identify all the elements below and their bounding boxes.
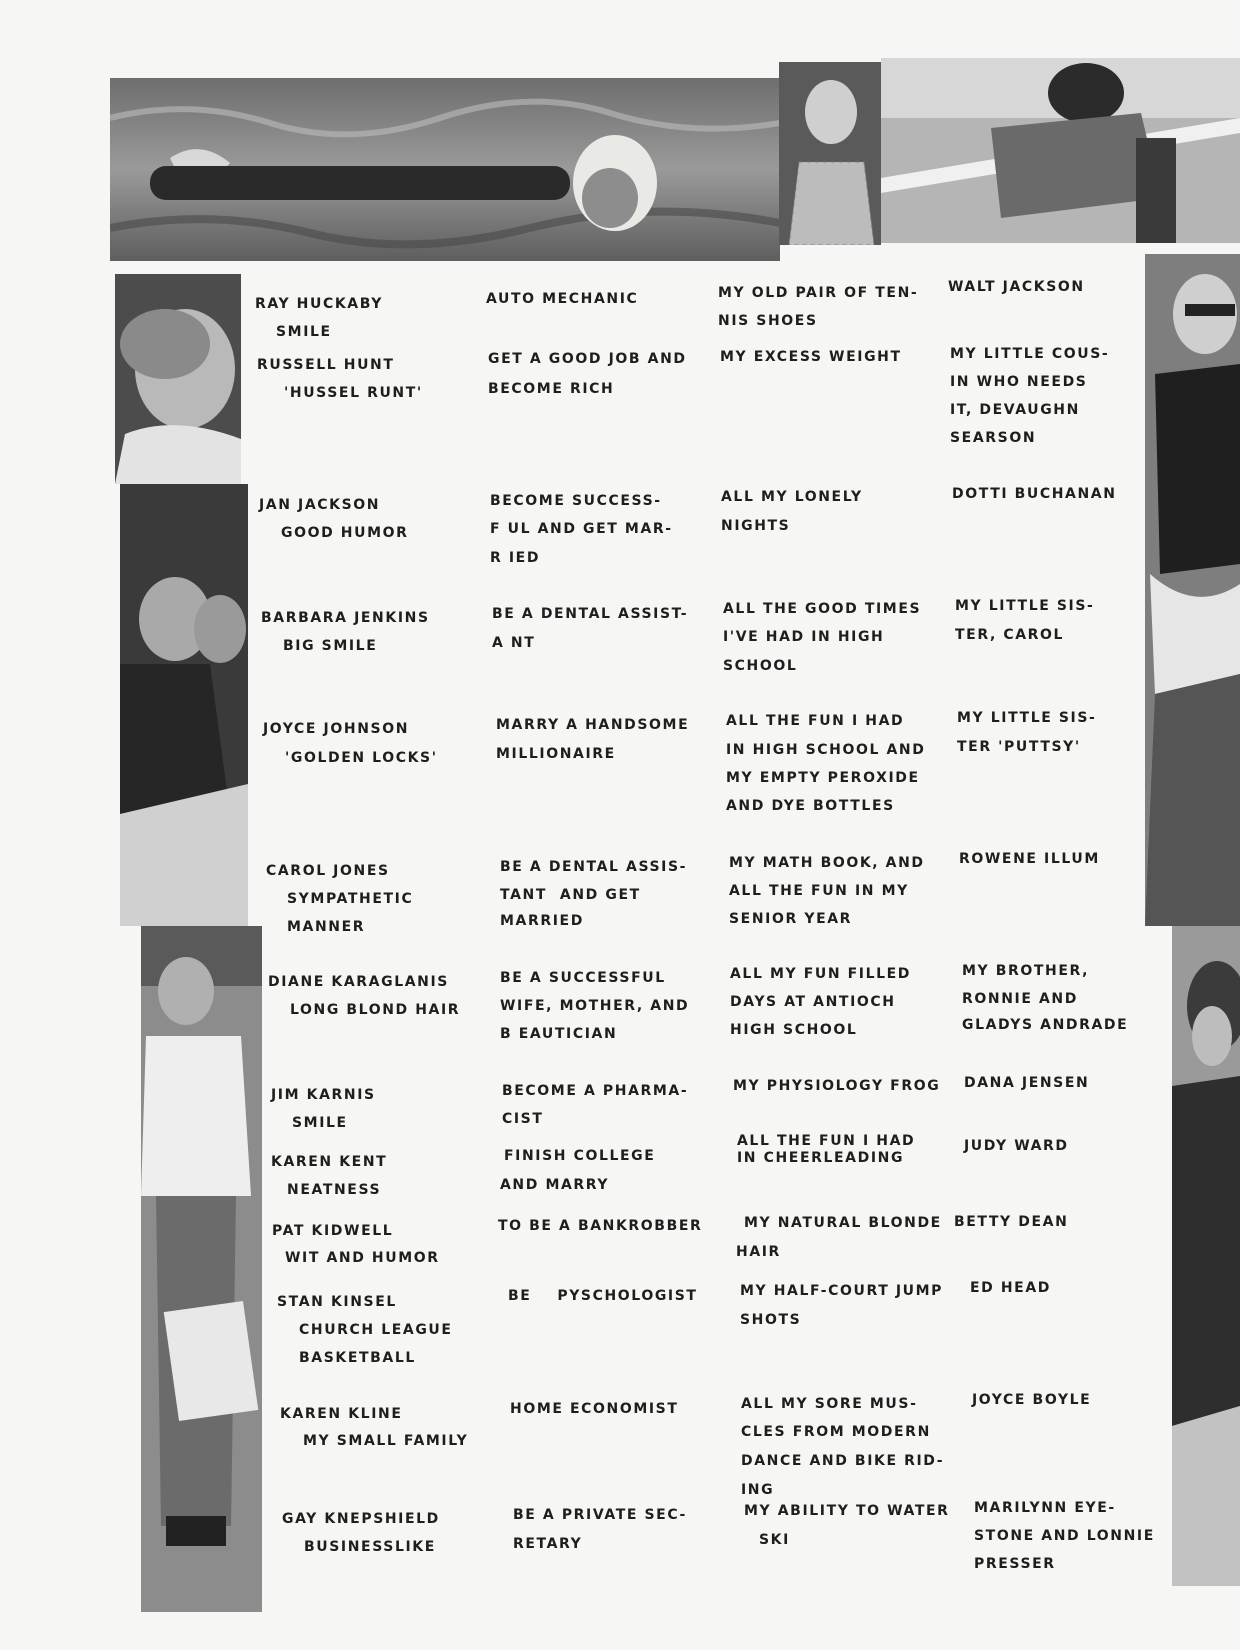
senior-ambition: MILLIONAIRE: [496, 746, 616, 762]
senior-name: STAN KINSEL: [277, 1294, 397, 1310]
senior-leaves-to: ROWENE ILLUM: [959, 851, 1100, 867]
senior-ambition: AUTO MECHANIC: [486, 291, 639, 307]
senior-leaves-to: WALT JACKSON: [948, 279, 1085, 295]
senior-leaves: IN CHEERLEADING: [737, 1150, 905, 1166]
photo-boy-standing: [141, 926, 262, 1612]
senior-ambition: A NT: [492, 635, 536, 651]
senior-leaves: SHOTS: [740, 1312, 802, 1328]
senior-ambition: BECOME A PHARMA-: [502, 1083, 689, 1099]
senior-name: KAREN KLINE: [280, 1406, 403, 1422]
senior-leaves: AND DYE BOTTLES: [726, 798, 895, 814]
senior-leaves: ALL THE GOOD TIMES: [723, 601, 922, 617]
senior-ambition: BE A DENTAL ASSIS-: [500, 859, 688, 875]
senior-ambition: FINISH COLLEGE: [504, 1148, 656, 1164]
senior-leaves-to: TER 'PUTTSY': [957, 739, 1081, 755]
senior-leaves-to: RONNIE AND: [962, 991, 1078, 1007]
senior-leaves: SKI: [759, 1532, 790, 1548]
senior-ambition: BE A DENTAL ASSIST-: [492, 606, 689, 622]
senior-leaves: ALL THE FUN I HAD: [726, 713, 905, 729]
senior-trait: BIG SMILE: [283, 638, 378, 654]
senior-leaves-to: JUDY WARD: [964, 1138, 1069, 1154]
senior-ambition: CIST: [502, 1111, 544, 1127]
senior-leaves-to: MY LITTLE SIS-: [955, 598, 1095, 614]
senior-trait: NEATNESS: [287, 1182, 382, 1198]
senior-trait: SMILE: [292, 1115, 348, 1131]
senior-ambition: BE PYSCHOLOGIST: [508, 1288, 698, 1304]
photo-boy-drumming: [1145, 254, 1240, 926]
senior-leaves: SENIOR YEAR: [729, 911, 853, 927]
senior-ambition: TO BE A BANKROBBER: [498, 1218, 703, 1234]
senior-name: JOYCE JOHNSON: [263, 721, 410, 737]
senior-name: RAY HUCKABY: [255, 296, 383, 312]
senior-ambition: BE A PRIVATE SEC-: [513, 1507, 687, 1523]
senior-ambition: BE A SUCCESSFUL: [500, 970, 666, 986]
senior-leaves: ALL MY FUN FILLED: [730, 966, 912, 982]
senior-leaves: DAYS AT ANTIOCH: [730, 994, 896, 1010]
senior-leaves: MY PHYSIOLOGY FROG: [733, 1078, 941, 1094]
senior-leaves: SCHOOL: [723, 658, 798, 674]
senior-leaves: MY NATURAL BLONDE: [744, 1215, 942, 1231]
senior-ambition: MARRIED: [500, 913, 584, 929]
senior-trait: GOOD HUMOR: [281, 525, 409, 541]
senior-trait: 'HUSSEL RUNT': [284, 385, 423, 401]
senior-trait: LONG BLOND HAIR: [290, 1002, 461, 1018]
senior-leaves-to: TER, CAROL: [955, 627, 1065, 643]
photo-girl-dancing: [1172, 926, 1240, 1586]
senior-leaves: MY OLD PAIR OF TEN-: [718, 285, 919, 301]
senior-leaves-to: MY LITTLE SIS-: [957, 710, 1097, 726]
senior-leaves: NIGHTS: [721, 518, 791, 534]
senior-leaves: ING: [741, 1482, 775, 1498]
senior-leaves: ALL MY SORE MUS-: [741, 1396, 918, 1412]
senior-leaves-to: JOYCE BOYLE: [972, 1392, 1092, 1408]
senior-trait: WIT AND HUMOR: [285, 1250, 440, 1266]
senior-leaves-to: MY LITTLE COUS-: [950, 346, 1110, 362]
senior-leaves-to: STONE AND LONNIE: [974, 1528, 1155, 1544]
senior-leaves-to: MARILYNN EYE-: [974, 1500, 1116, 1516]
photo-boy-rail: [881, 58, 1240, 243]
senior-leaves: MY EMPTY PEROXIDE: [726, 770, 920, 786]
senior-ambition: R IED: [490, 550, 541, 566]
senior-ambition: GET A GOOD JOB AND: [488, 351, 687, 367]
senior-ambition: RETARY: [513, 1536, 583, 1552]
senior-ambition: TANT AND GET: [500, 887, 641, 903]
senior-trait: MY SMALL FAMILY: [303, 1433, 469, 1449]
senior-ambition: B EAUTICIAN: [500, 1026, 618, 1042]
senior-ambition: WIFE, MOTHER, AND: [500, 998, 690, 1014]
senior-leaves: ALL THE FUN IN MY: [729, 883, 909, 899]
photo-swimmer: [110, 78, 780, 261]
senior-leaves-to: DOTTI BUCHANAN: [952, 486, 1117, 502]
senior-leaves-to: DANA JENSEN: [964, 1075, 1090, 1091]
senior-leaves: MY ABILITY TO WATER: [744, 1503, 950, 1519]
senior-trait: BASKETBALL: [299, 1350, 416, 1366]
senior-name: CAROL JONES: [266, 863, 390, 879]
senior-ambition: BECOME SUCCESS-: [490, 493, 662, 509]
senior-name: GAY KNEPSHIELD: [282, 1511, 440, 1527]
senior-name: BARBARA JENKINS: [261, 610, 430, 626]
senior-leaves: I'VE HAD IN HIGH: [723, 629, 885, 645]
senior-trait: SYMPATHETIC: [287, 891, 414, 907]
senior-trait: BUSINESSLIKE: [304, 1539, 436, 1555]
senior-leaves-to: ED HEAD: [970, 1280, 1051, 1296]
senior-leaves-to: IN WHO NEEDS: [950, 374, 1088, 390]
senior-ambition: F UL AND GET MAR-: [490, 521, 673, 537]
senior-name: PAT KIDWELL: [272, 1223, 394, 1239]
senior-name: RUSSELL HUNT: [257, 357, 395, 373]
senior-leaves: MY HALF-COURT JUMP: [740, 1283, 944, 1299]
senior-ambition: MARRY A HANDSOME: [496, 717, 690, 733]
senior-leaves-to: GLADYS ANDRADE: [962, 1017, 1129, 1033]
senior-leaves-to: BETTY DEAN: [954, 1214, 1069, 1230]
senior-leaves: IN HIGH SCHOOL AND: [726, 742, 926, 758]
senior-leaves: NIS SHOES: [718, 313, 818, 329]
senior-trait: MANNER: [287, 919, 366, 935]
senior-leaves: CLES FROM MODERN: [741, 1424, 931, 1440]
senior-leaves-to: PRESSER: [974, 1556, 1056, 1572]
senior-leaves: HIGH SCHOOL: [730, 1022, 858, 1038]
senior-ambition: AND MARRY: [500, 1177, 610, 1193]
senior-leaves-to: IT, DEVAUGHN: [950, 402, 1080, 418]
senior-name: JAN JACKSON: [259, 497, 381, 513]
senior-leaves: HAIR: [736, 1244, 781, 1260]
senior-leaves-to: SEARSON: [950, 430, 1037, 446]
senior-leaves: ALL MY LONELY: [721, 489, 863, 505]
photo-girl-checkered: [779, 62, 881, 245]
senior-leaves: MY EXCESS WEIGHT: [720, 349, 902, 365]
senior-leaves-to: MY BROTHER,: [962, 963, 1090, 979]
senior-leaves: MY MATH BOOK, AND: [729, 855, 925, 871]
senior-leaves: DANCE AND BIKE RID-: [741, 1453, 945, 1469]
senior-trait: 'GOLDEN LOCKS': [285, 750, 438, 766]
senior-ambition: BECOME RICH: [488, 381, 615, 397]
senior-trait: SMILE: [276, 324, 332, 340]
senior-name: KAREN KENT: [271, 1154, 388, 1170]
senior-name: DIANE KARAGLANIS: [268, 974, 449, 990]
photo-girl-profile: [115, 274, 241, 484]
senior-trait: CHURCH LEAGUE: [299, 1322, 453, 1338]
senior-name: JIM KARNIS: [271, 1087, 376, 1103]
senior-ambition: HOME ECONOMIST: [510, 1401, 679, 1417]
photo-two-students: [120, 484, 248, 926]
senior-leaves: ALL THE FUN I HAD: [737, 1133, 916, 1149]
